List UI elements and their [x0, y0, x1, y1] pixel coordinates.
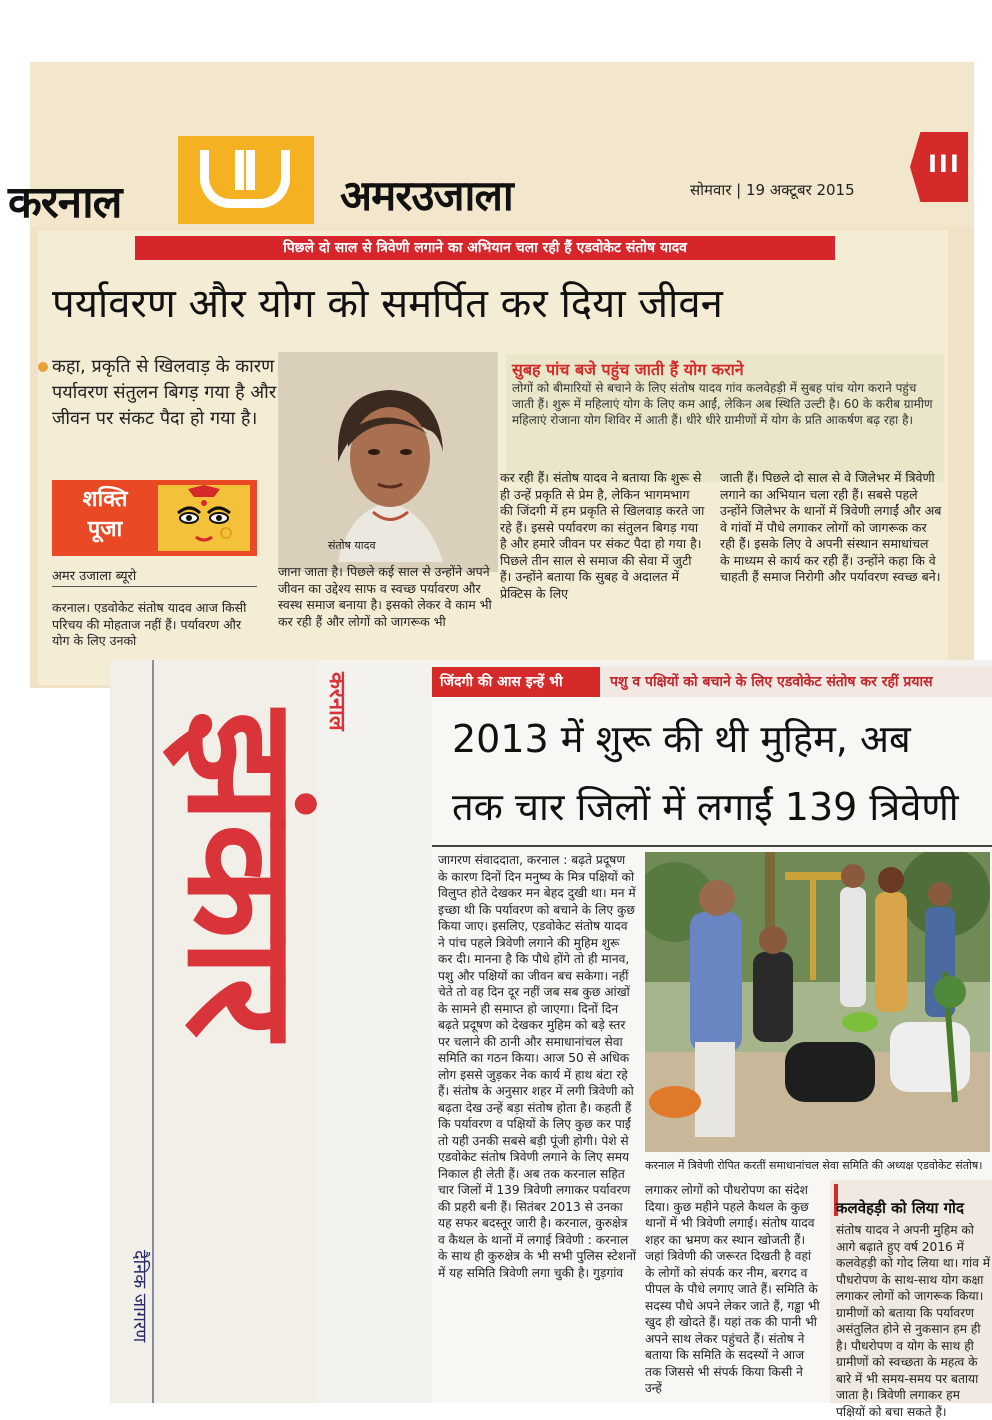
badge-line-2: पूजा: [87, 517, 123, 542]
article-kicker: पिछले दो साल से त्रिवेणी लगाने का अभियान चला रही हैं एडवोकेट संतोष यादव: [135, 236, 835, 260]
masthead-city: करनाल: [8, 177, 122, 228]
spine-title: झंकार: [154, 710, 328, 1039]
portrait-illustration: [278, 352, 498, 572]
spine-city-block: [322, 668, 362, 758]
article-column-3: कर रही हैं। संतोष यादव ने बताया कि शुरू से ही उन्हें प्रकृति से प्रेम है, लेकिन भागमभाग की जिंदगी में हम प्रकृति से खिलवाड़ करते जा रहे हैं। इससे पर्यावरण का संतुलन बिगड़ गया है और हमारे जीवन पर संकट पैदा हो गया है। पिछले तीन साल से समाज की सेवा में जुटी हैं। उन्होंने बताया कि सुबह वे अदालत में प्रेक्टिस के लिए: [500, 470, 705, 601]
masthead-paper-name: अमरउजाला: [340, 171, 513, 220]
sidebar-headline: सुबह पांच बजे पहुंच जाती हैं योग कराने: [512, 360, 744, 379]
kicker-tag-label: जिंदगी की आस इन्हें भी: [440, 674, 563, 690]
sidebar-text-2: संतोष यादव ने अपनी मुहिम को आगे बढ़ाते हुए वर्ष 2016 में कलवेहड़ी को गोद लिया था। गांव में पौधरोपण के साथ-साथ योग कक्षा लगाकर लोगों को जागरूक किया। ग्रामीणों को बताया कि पर्यावरण असंतुलित होने से नुकसान हम ही है। पौधरोपण व योग के साथ ही ग्रामीणों को स्वच्छता के महत्व के बारे में भी समय-समय पर बताया जाता है। त्रिवेणी लगाकर हम पक्षियों को बचा सकते हैं।: [836, 1223, 991, 1419]
headline-rule: [432, 845, 992, 847]
headline-line-2: तक चार जिलों में लगाईं 139 त्रिवेणी: [452, 785, 959, 829]
jagran-column-2: लगाकर लोगों को पौधरोपण का संदेश दिया। कुछ महीने पहले कैथल के कुछ थानों में भी त्रिवेणी लगाई। संतोष यादव शहर का भ्रमण कर स्थान खोजती हैं। जहां त्रिवेणी की जरूरत दिखती है वहां के लोगों को संपर्क कर नीम, बरगद व पीपल के पौधे लगाए जाते हैं। समिति के सदस्य पौधे अपने लेकर जाते हैं, गड्ढा भी खुद ही खोदते हैं। यहां तक की पानी भी अपने साथ लेकर पहुंचते हैं। संतोष ने बताया कि समिति के सदस्यों ने आज तक जिससे भी संपर्क किया किसी ने उन्हें: [645, 1183, 820, 1395]
amar-ujala-clipping: [8, 62, 974, 688]
article-headline: पर्यावरण और योग को समर्पित कर दिया जीवन: [52, 281, 723, 327]
logo-stroke-icon: [235, 150, 255, 190]
article-column-2: जाना जाता है। पिछले कई साल से उन्होंने अपने जीवन का उद्देश्य साफ व स्वच्छ पर्यावरण और स्वस्थ समाज बनाया है। इसको लेकर वे काम भी कर रही हैं और लोगों को जागरूक भी: [278, 564, 492, 629]
spine-paper: दैनिक जागरण: [129, 1250, 150, 1343]
spine-title-block: [120, 690, 330, 1390]
sidebar-text: लोगों को बीमारियों से बचाने के लिए संतोष यादव गांव कलवेहड़ी में सुबह पांच योग कराने पहुंच जाती हैं। शुरू में महिलाएं योग के लिए कम आईं, लेकिन अब स्थिति उल्टी है। 60 के करीब ग्रामीण महिलाएं रोजाना योग शिविर में आती हैं। धीरे धीरे ग्रामीणों में योग के प्रति आकर्षण बढ़ रहा है।: [512, 381, 933, 427]
masthead-date: सोमवार | 19 अक्टूबर 2015: [690, 181, 855, 199]
photo-caption-2: करनाल में त्रिवेणी रोपित करतीं समाधानांचल सेवा समिति की अध्यक्ष एडवोकेट संतोष।: [645, 1159, 983, 1172]
byline-rule: [52, 586, 257, 587]
portrait-photo: [278, 352, 498, 572]
sidebar-headline-2: कलवेहड़ी को लिया गोद: [836, 1199, 964, 1217]
spine-title-art: [120, 690, 330, 1390]
badge-line-1: शक्ति: [82, 487, 128, 512]
badge-label: [62, 485, 148, 545]
goddess-face-drawing: [158, 485, 250, 551]
article-column-1: करनाल। एडवोकेट संतोष यादव आज किसी परिचय की मोहताज नहीं हैं। पर्यावरण और योग के लिए उनको: [52, 600, 247, 648]
spine-city-art: [322, 668, 362, 758]
article-intro: कहा, प्रकृति से खिलवाड़ के कारण पर्यावरण संतुलन बिगड़ गया है और जीवन पर संकट पैदा हो गया है।: [52, 356, 277, 429]
headline-line-1: 2013 में शुरू की थी मुहिम, अब: [452, 717, 911, 761]
photo-caption: संतोष यादव: [328, 539, 376, 552]
byline: अमर उजाला ब्यूरो: [52, 569, 137, 584]
bullet-icon: [38, 362, 48, 372]
spine-city: करनाल: [324, 672, 349, 731]
article-kicker-2: पशु व पक्षियों को बचाने के लिए एडवोकेट संतोष कर रहीं प्रयास: [610, 674, 933, 690]
tree-planting-photo: [645, 852, 990, 1152]
page-number: III: [928, 150, 961, 178]
article-column-4: जाती हैं। पिछले दो साल से वे जिलेभर में त्रिवेणी लगाने का अभियान चला रही हैं। सबसे पहले उन्होंने जिलेभर के थानों में त्रिवेणी लगाईं और अब वे गांवों में पौधे लगाकर लोगों को जागरूक कर रही हैं। इसके लिए वे अपनी संस्थान समाधांचल के माध्यम से कार्य कर रही हैं। उन्होंने कहा कि वे चाहती हैं समाज निरोगी और पर्यावरण स्वच्छ बने।: [720, 470, 942, 584]
tree-planting-illustration: [645, 852, 990, 1152]
goddess-face-icon: [158, 485, 250, 551]
jagran-column-1: जागरण संवाददाता, करनाल : बढ़ते प्रदूषण के कारण दिनों दिन मनुष्य के मित्र पक्षियों को विलुप्त होते देखकर मन बेहद दुखी था। मन में इच्छा थी कि पर्यावरण को बचाने के लिए कुछ किया जाए। इसलिए, एडवोकेट संतोष यादव ने पांच पहले त्रिवेणी लगाने की मुहिम शुरू कर दी। मानना है कि पौधे होंगे तो ही मानव, पशु और पक्षियों का जीवन बच सकेगा। नहीं चेते तो वह दिन दूर नहीं जब सब कुछ आंखों के सामने ही समाप्त हो जाएगा। दिनों दिन बढ़ते प्रदूषण को देखकर मुहिम को बड़े स्तर पर चलाने की ठानी और समाधानांचल सेवा समिति का गठन किया। आज 50 से अधिक लोग इससे जुड़कर नेक कार्य में हाथ बंटा रहे हैं। संतोष के अनुसार शहर में लगी त्रिवेणी को बढ़ता देख उन्हें बड़ा संतोष होता है। कहती हैं कि पर्यावरण व पक्षियों के लिए कुछ कर पाईं तो यही उनकी सबसे बड़ी पूंजी होगी। पेशे से एडवोकेट संतोष त्रिवेणी लगाने के लिए समय निकाल ही लेती हैं। अब तक करनाल सहित चार जिलों में 139 त्रिवेणी लगाकर पर्यावरण की प्रहरी बनी हैं। सितंबर 2013 से उनका यह सफर बदस्तूर जारी है। करनाल, कुरुक्षेत्र व कैथल के थानों में लगाई त्रिवेणी : करनाल के साथ ही कुरुक्षेत्र के भी सभी पुलिस स्टेशनों में यह समिति त्रिवेणी लगा चुकी है। गुड़गांव: [438, 853, 636, 1280]
